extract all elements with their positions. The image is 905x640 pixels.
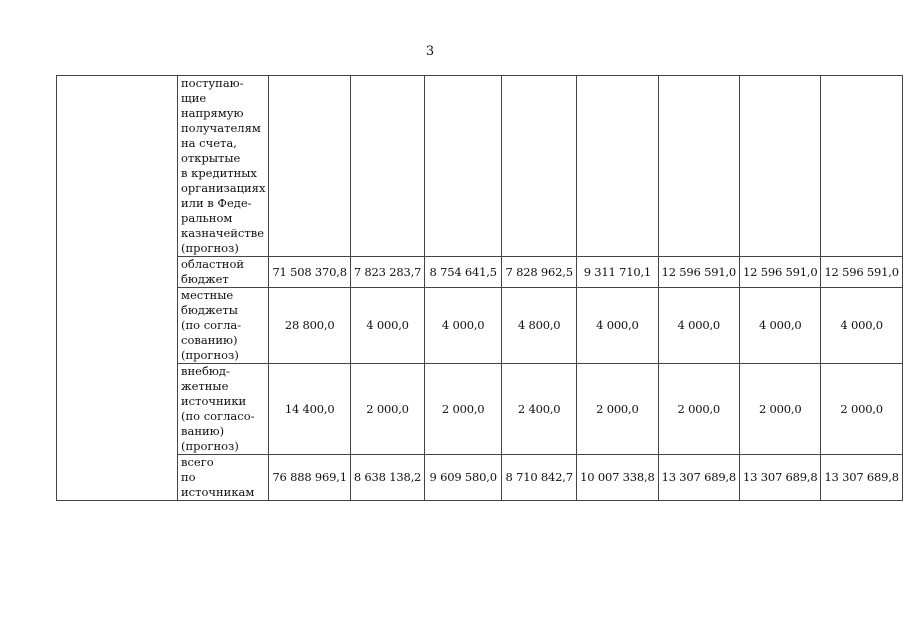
value-cell: [577, 76, 658, 257]
table-row: [57, 288, 903, 364]
value-cell: 12 596 591,0: [821, 257, 902, 288]
value-cell: 13 307 689,8: [658, 455, 739, 501]
value-cell: 2 000,0: [350, 364, 424, 455]
page-number: 3: [425, 44, 435, 59]
value-cell: 76 888 969,1: [269, 455, 350, 501]
value-cell: 2 000,0: [425, 364, 502, 455]
value-cell: [502, 76, 577, 257]
value-cell: 8 638 138,2: [350, 455, 424, 501]
value-cell: 4 000,0: [577, 288, 658, 364]
row-label: всего по источникам: [178, 455, 269, 501]
value-cell: 4 800,0: [502, 288, 577, 364]
value-cell: 2 000,0: [740, 364, 821, 455]
value-cell: [821, 76, 902, 257]
table-row: [57, 364, 903, 455]
value-cell: 2 000,0: [577, 364, 658, 455]
funding-table: [56, 75, 903, 501]
value-cell: [350, 76, 424, 257]
value-cell: 4 000,0: [350, 288, 424, 364]
row-label: внебюд- жетные источники (по согласо- ванию) (прогноз): [178, 364, 269, 455]
value-cell: 2 400,0: [502, 364, 577, 455]
value-cell: 4 000,0: [658, 288, 739, 364]
value-cell: 12 596 591,0: [658, 257, 739, 288]
value-cell: 13 307 689,8: [740, 455, 821, 501]
value-cell: [658, 76, 739, 257]
value-cell: 9 609 580,0: [425, 455, 502, 501]
value-cell: [425, 76, 502, 257]
table-row: [57, 76, 903, 257]
value-cell: 7 823 283,7: [350, 257, 424, 288]
value-cell: [269, 76, 350, 257]
value-cell: 4 000,0: [425, 288, 502, 364]
value-cell: [740, 76, 821, 257]
table-row: [57, 455, 903, 501]
value-cell: 8 710 842,7: [502, 455, 577, 501]
value-cell: 2 000,0: [658, 364, 739, 455]
value-cell: 14 400,0: [269, 364, 350, 455]
value-cell: 4 000,0: [821, 288, 902, 364]
value-cell: 4 000,0: [740, 288, 821, 364]
value-cell: 10 007 338,8: [577, 455, 658, 501]
value-cell: 12 596 591,0: [740, 257, 821, 288]
value-cell: 2 000,0: [821, 364, 902, 455]
value-cell: 71 508 370,8: [269, 257, 350, 288]
row-label: поступаю- щие напрямую получателям на счета, открытые в кредитных организациях или в Феде- ральном казначействе (прогноз): [178, 76, 269, 257]
value-cell: 9 311 710,1: [577, 257, 658, 288]
row-label: областной бюджет: [178, 257, 269, 288]
empty-first-column-cell: [57, 76, 178, 501]
value-cell: 28 800,0: [269, 288, 350, 364]
value-cell: 7 828 962,5: [502, 257, 577, 288]
table-row: [57, 257, 903, 288]
row-label: местные бюджеты (по согла- сованию) (прогноз): [178, 288, 269, 364]
value-cell: 13 307 689,8: [821, 455, 902, 501]
value-cell: 8 754 641,5: [425, 257, 502, 288]
